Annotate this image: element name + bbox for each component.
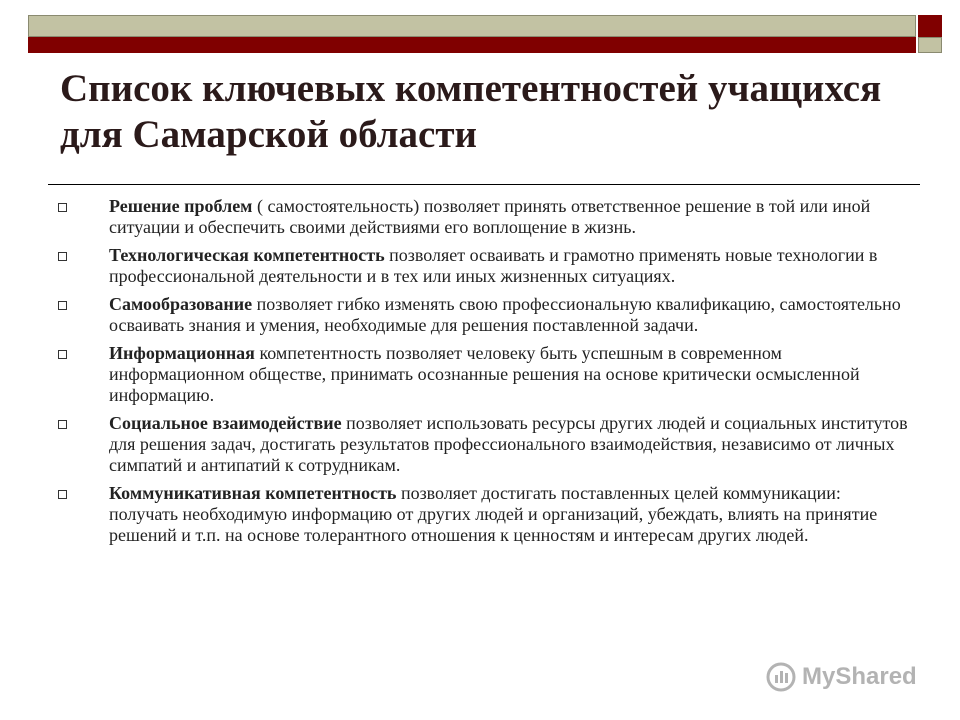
square-bullet-icon [58,252,67,261]
list-item-term: Социальное взаимодействие [109,413,342,433]
title-divider [48,184,920,185]
list-item-term: Информационная [109,343,255,363]
square-bullet-icon [58,490,67,499]
list-item-term: Решение проблем [109,196,253,216]
square-bullet-icon [58,301,67,310]
slide-title: Список ключевых компетентностей учащихся для Самарской области [60,67,882,156]
list-item-text: позволяет гибко изменять свою профессиональную квалификацию, самостоятельно осваивать знания и умения, необходимые для решения поставленной задачи. [109,294,901,335]
list-item-text: позволяет достигать поставленных целей коммуникации: получать необходимую информацию от других людей и организаций, убеждать, влиять на принятие решений и т.п. на основе толерантного отношения к ценностям и интересам других людей. [109,483,878,545]
list-item [58,196,908,238]
competency-list [58,196,908,553]
list-item-text: позволяет осваивать и грамотно применять новые технологии в профессиональной деятельности и в тех или иных жизненных ситуациях. [109,245,878,286]
square-bullet-icon [58,203,67,212]
list-item [58,343,908,406]
square-bullet-icon [58,350,67,359]
list-item [58,294,908,336]
header-decor-bar [28,15,916,37]
list-item-text: ( самостоятельность) позволяет принять ответственное решение в той или иной ситуации и обеспечить своими действиями его воплощение в жизнь. [109,196,871,237]
square-bullet-icon [58,420,67,429]
list-item [58,483,908,546]
list-item [58,245,908,287]
list-item-term: Технологическая компетентность [109,245,385,265]
list-item-text: позволяет использовать ресурсы других людей и социальных институтов для решения задач, достигать результатов профессионального взаимодействия, независимо от личных симпатий и антипатий к сотрудникам. [109,413,908,475]
list-item [58,413,908,476]
list-item-term: Коммуникативная компетентность [109,483,397,503]
list-item-term: Самообразование [109,294,253,314]
corner-decor-square-lower [918,37,942,53]
watermark-text: MyShared [802,663,917,690]
list-item-text: компетентность позволяет человеку быть успешным в современном информационном обществе, принимать осознанные решения на основе критически осмысленной информацию. [109,343,860,405]
myshared-logo-icon [766,662,796,692]
header-decor-stripe [28,37,916,53]
myshared-watermark [766,660,917,694]
corner-decor-square [918,15,942,37]
